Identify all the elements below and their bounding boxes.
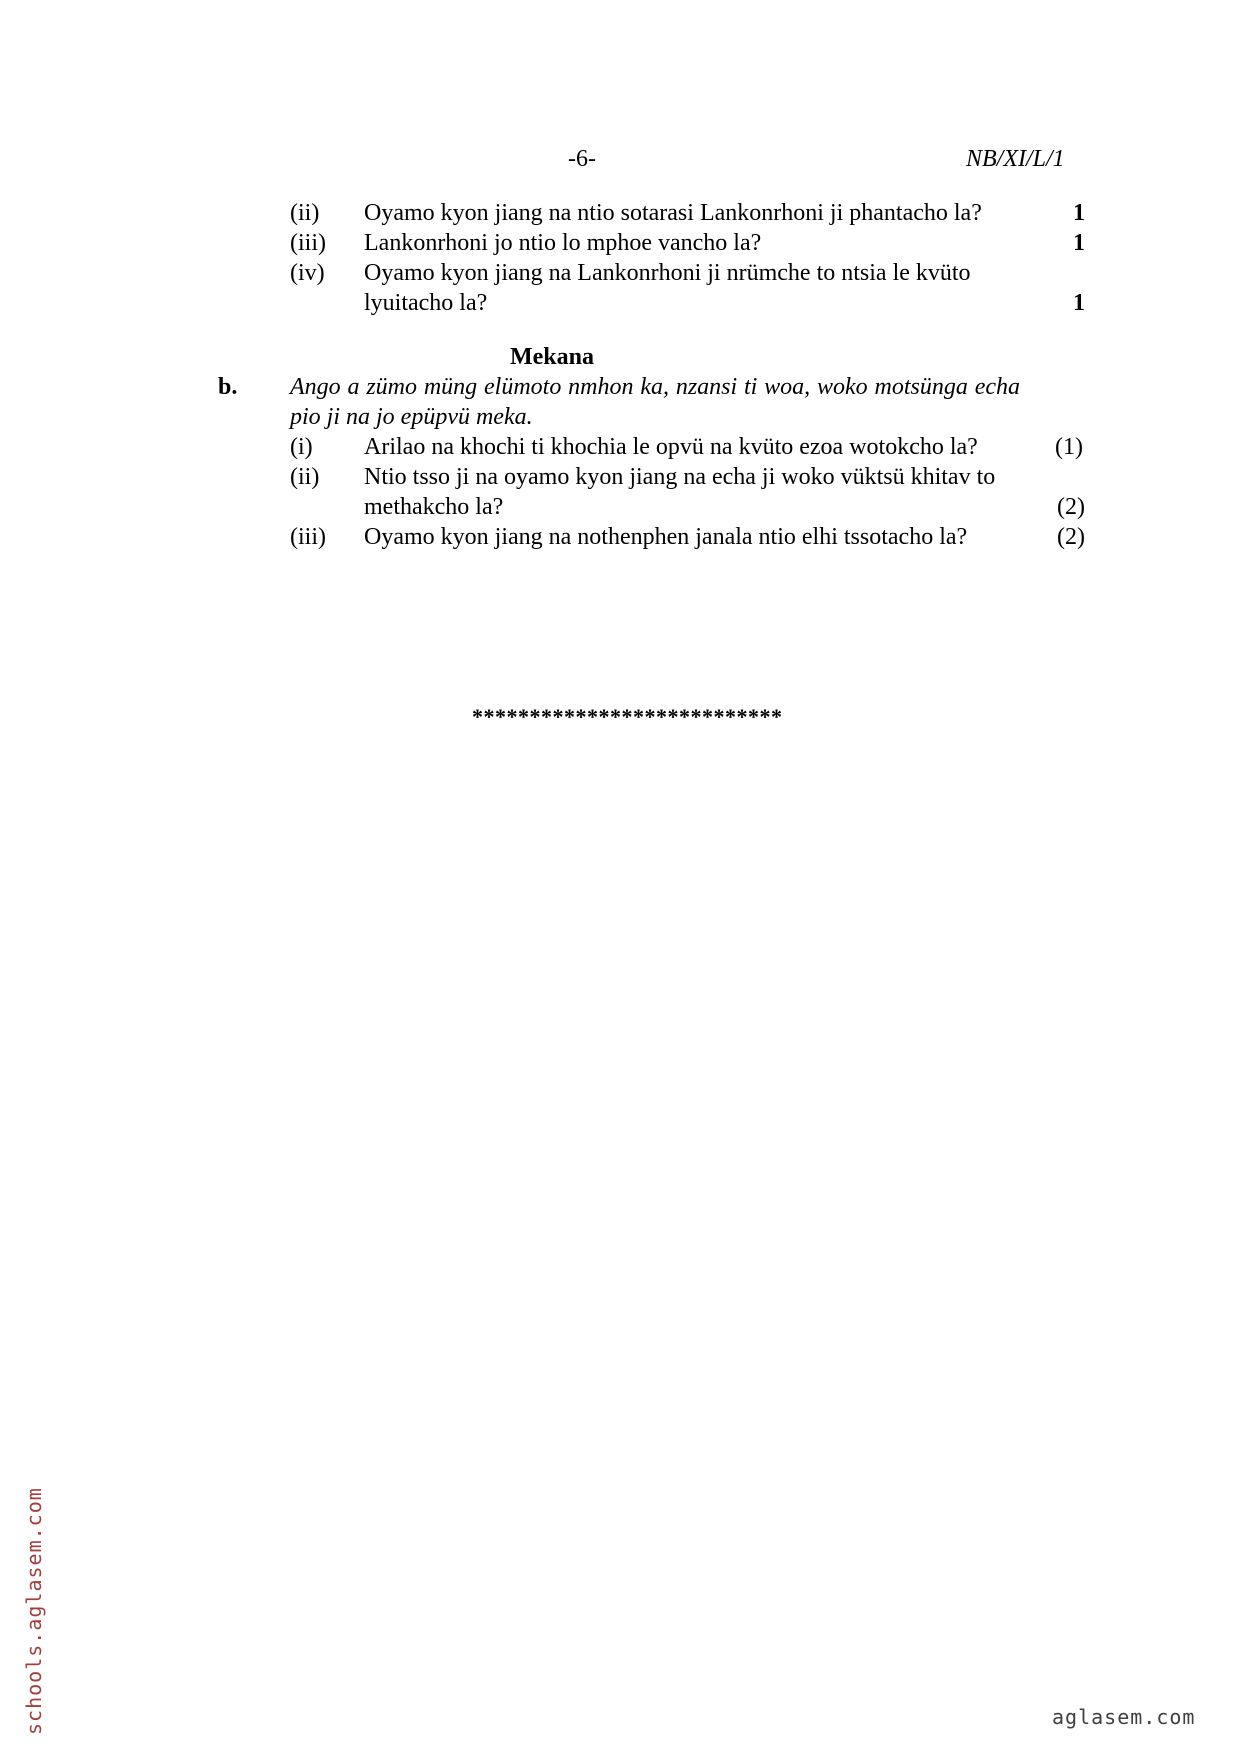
question-marks: 1 (1073, 230, 1085, 256)
section-heading: Mekana (510, 344, 594, 370)
question-number: (iv) (290, 260, 325, 286)
question-number: (ii) (290, 464, 320, 490)
end-of-paper-marker: *************************** (472, 704, 783, 729)
question-number: (ii) (290, 200, 320, 226)
question-marks: (2) (1057, 524, 1085, 550)
question-text: lyuitacho la? (364, 290, 488, 316)
question-marks: 1 (1073, 200, 1085, 226)
question-text: Oyamo kyon jiang na Lankonrhoni ji nrümche to ntsia le kvüto (364, 260, 971, 286)
paper-code: NB/XI/L/1 (966, 146, 1065, 172)
question-text: methakcho la? (364, 494, 504, 520)
question-text: Oyamo kyon jiang na nothenphen janala ntio elhi tssotacho la? (364, 524, 968, 550)
question-number: (iii) (290, 524, 326, 550)
question-marks: (1) (1055, 434, 1083, 460)
section-instruction: Ango a zümo müng elümoto nmhon ka, nzansi ti woa, woko motsünga echa pio ji na jo epüpvü meka. (290, 374, 1020, 430)
question-number: (i) (290, 434, 313, 460)
question-marks: (2) (1057, 494, 1085, 520)
side-watermark: schools.aglasem.com (22, 1487, 46, 1735)
question-text: Lankonrhoni jo ntio lo mphoe vancho la? (364, 230, 762, 256)
question-text: Arilao na khochi ti khochia le opvü na kvüto ezoa wotokcho la? (364, 434, 978, 460)
corner-watermark: aglasem.com (1052, 1705, 1196, 1729)
question-marks: 1 (1073, 290, 1085, 316)
page-number: -6- (568, 146, 596, 172)
question-text: Oyamo kyon jiang na ntio sotarasi Lankonrhoni ji phantacho la? (364, 200, 982, 226)
section-label: b. (218, 374, 238, 400)
question-text: Ntio tsso ji na oyamo kyon jiang na echa ji woko vüktsü khitav to (364, 464, 996, 490)
question-number: (iii) (290, 230, 326, 256)
